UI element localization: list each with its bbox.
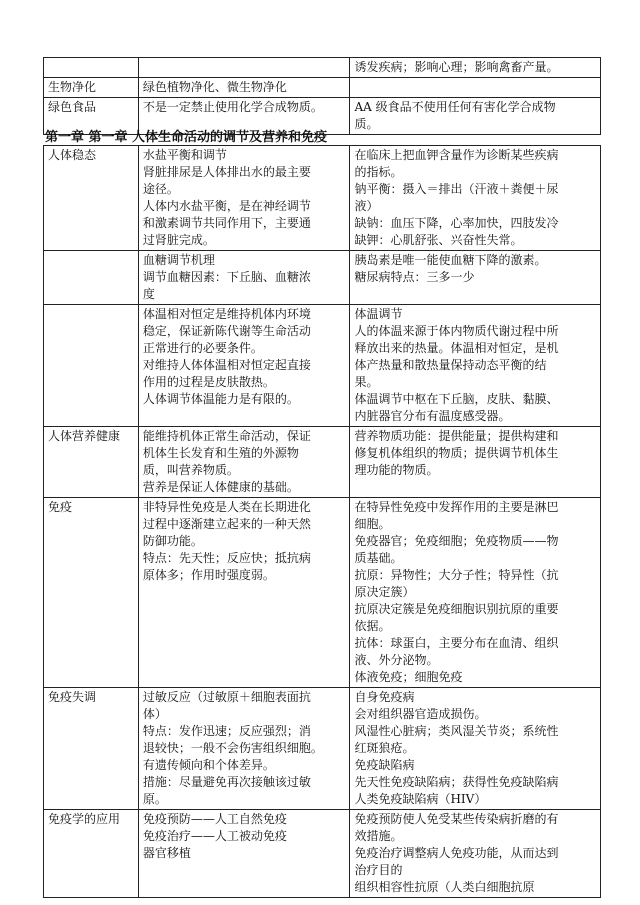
cell-line: 退较快；一般不会伤害组织细胞。	[142, 741, 323, 755]
cell-c1: 人体营养健康	[44, 427, 139, 498]
main-table-row	[44, 305, 601, 427]
main-table-row	[44, 688, 601, 810]
main-table-row	[44, 251, 601, 305]
cell-line: 果。	[354, 375, 379, 389]
cell-c2	[138, 305, 350, 427]
cell-line: 红斑狼疮。	[354, 741, 415, 755]
cell-line: 肾脏排尿是人体排出水的最主要	[142, 165, 311, 179]
top-table-row	[44, 58, 601, 78]
cell-line: 胰岛素是唯一能使血糖下降的激素。	[354, 253, 547, 267]
cell-line: 过程中逐渐建立起来的一种天然	[142, 517, 311, 531]
cell-line: 免疫预防——人工自然免疫	[142, 812, 287, 826]
cell-line: 的指标。	[354, 165, 403, 179]
cell-line: 效措施。	[354, 829, 403, 843]
cell-line: 液）	[354, 199, 379, 213]
cell-line: 体液免疫；细胞免疫	[354, 670, 463, 684]
main-table-row	[44, 810, 601, 898]
cell-line: 抗原：异物性；大分子性；特异性（抗	[354, 568, 559, 582]
cell-line: 途径。	[142, 182, 179, 196]
cell-c1	[44, 251, 139, 305]
cell-c3	[350, 146, 601, 251]
cell-c3	[350, 427, 601, 498]
cell-line: 特点：发作迅速；反应强烈；消	[142, 724, 311, 738]
cell-line: 质基础。	[354, 551, 403, 565]
cell-line: 人体内水盐平衡，是在神经调节	[142, 199, 311, 213]
cell-line: 免疫治疗调整病人免疫功能，从而达到	[354, 846, 559, 860]
cell-line: 体温相对恒定是维持机体内环境	[142, 307, 311, 321]
cell-c3	[350, 688, 601, 810]
cell-line: 过敏反应（过敏原＋细胞表面抗	[142, 690, 311, 704]
cell-line: 缺钠：血压下降，心率加快，四肢发冷	[354, 216, 559, 230]
cell-line: 体温调节	[354, 307, 403, 321]
top-table-row	[44, 78, 601, 98]
cell-line: 钠平衡：摄入＝排出（汗液＋粪便＋尿	[354, 182, 559, 196]
cell-c3	[350, 98, 601, 135]
cell-line: 质。	[354, 117, 379, 131]
cell-c1: 免疫失调	[44, 688, 139, 810]
cell-line: 非特异性免疫是人类在长期进化	[142, 500, 311, 514]
cell-c1	[44, 305, 139, 427]
cell-line: 内脏器官分布有温度感受器。	[354, 409, 511, 423]
cell-line: 体温调节中枢在下丘脑，皮肤、黏膜、	[354, 392, 559, 406]
cell-line: 风湿性心脏病；类风湿关节炎；系统性	[354, 724, 559, 738]
cell-line: 对维持人体体温相对恒定起直接	[142, 358, 311, 372]
cell-line: 缺钾：心肌舒张、兴奋性失常。	[354, 233, 523, 247]
cell-line: 依据。	[354, 619, 391, 633]
cell-line: 器官移植	[142, 846, 191, 860]
cell-line: 会对组织器官造成损伤。	[354, 707, 487, 721]
cell-line: 诱发疾病；影响心理；影响禽畜产量。	[354, 60, 559, 74]
cell-c3	[350, 58, 601, 78]
cell-line: 糖尿病特点：三多一少	[354, 270, 475, 284]
cell-c3	[350, 810, 601, 898]
cell-line: 抗原决定簇是免疫细胞识别抗原的重要	[354, 602, 559, 616]
cell-line: 特点：先天性；反应快；抵抗病	[142, 551, 311, 565]
cell-line: 有遗传倾向和个体差异。	[142, 758, 275, 772]
cell-line: 措施：尽量避免再次接触该过敏	[142, 775, 311, 789]
cell-c2	[138, 146, 350, 251]
cell-line: 质，叫营养物质。	[142, 463, 239, 477]
cell-line: AA 级食品不使用任何有害化学合成物	[354, 100, 556, 114]
chapter-title: 第一章 第一章 人体生命活动的调节及营养和免疫	[45, 130, 328, 145]
cell-c1: 免疫学的应用	[44, 810, 139, 898]
cell-c2	[138, 58, 350, 78]
cell-line: 稳定，保证新陈代谢等生命活动	[142, 324, 311, 338]
main-table-row	[44, 498, 601, 688]
cell-line: 机体生长发育和生殖的外源物	[142, 446, 299, 460]
cell-c3	[350, 78, 601, 98]
top-table	[43, 57, 601, 135]
cell-c1: 人体稳态	[44, 146, 139, 251]
cell-line: 免疫器官；免疫细胞；免疫物质——物	[354, 534, 559, 548]
cell-line: 人的体温来源于体内物质代谢过程中所	[354, 324, 559, 338]
cell-c1	[44, 58, 139, 78]
cell-line: 绿色植物净化、微生物净化	[142, 80, 287, 94]
cell-line: 度	[142, 287, 155, 301]
cell-line: 原决定簇）	[354, 585, 415, 599]
cell-line: 修复机体组织的物质；提供调节机体生	[354, 446, 559, 460]
cell-line: 自身免疫病	[354, 690, 415, 704]
cell-c2	[138, 688, 350, 810]
main-table-row	[44, 427, 601, 498]
cell-line: 体产热量和散热量保持动态平衡的结	[354, 358, 547, 372]
cell-line: 人体调节体温能力是有限的。	[142, 392, 299, 406]
top-table-body	[44, 58, 601, 135]
cell-c3	[350, 305, 601, 427]
cell-line: 调节血糖因素：下丘脑、血糖浓	[142, 270, 311, 284]
cell-line: 能维持机体正常生命活动，保证	[142, 429, 311, 443]
cell-line: 原体多；作用时强度弱。	[142, 568, 275, 582]
cell-c2	[138, 251, 350, 305]
cell-c1: 生物净化	[44, 78, 139, 98]
cell-line: 组织相容性抗原（人类白细胞抗原	[354, 880, 535, 894]
cell-line: 和激素调节共同作用下，主要通	[142, 216, 311, 230]
cell-line: 体）	[142, 707, 167, 721]
cell-line: 先天性免疫缺陷病；获得性免疫缺陷病	[354, 775, 559, 789]
cell-c1: 免疫	[44, 498, 139, 688]
cell-line: 理功能的物质。	[354, 463, 439, 477]
cell-line: 人类免疫缺陷病（HIV）	[354, 792, 487, 806]
main-table-body	[44, 146, 601, 898]
main-table	[43, 145, 601, 898]
cell-line: 正常进行的必要条件。	[142, 341, 263, 355]
cell-line: 免疫预防使人免受某些传染病折磨的有	[354, 812, 559, 826]
cell-c2	[138, 427, 350, 498]
cell-c3	[350, 498, 601, 688]
cell-line: 防御功能。	[142, 534, 203, 548]
cell-line: 免疫缺陷病	[354, 758, 415, 772]
cell-line: 营养是保证人体健康的基础。	[142, 480, 299, 494]
cell-line: 释放出来的热量。体温相对恒定，是机	[354, 341, 559, 355]
cell-line: 治疗目的	[354, 863, 403, 877]
cell-line: 不是一定禁止使用化学合成物质。	[142, 100, 323, 114]
cell-line	[354, 79, 596, 96]
cell-c2	[138, 78, 350, 98]
cell-line: 作用的过程是皮肤散热。	[142, 375, 275, 389]
main-table-row	[44, 146, 601, 251]
cell-line: 在临床上把血钾含量作为诊断某些疾病	[354, 148, 559, 162]
cell-line: 在特异性免疫中发挥作用的主要是淋巴	[354, 500, 559, 514]
cell-c1: 绿色食品	[44, 98, 139, 135]
cell-c3	[350, 251, 601, 305]
cell-line: 水盐平衡和调节	[142, 148, 227, 162]
cell-line: 原。	[142, 792, 167, 806]
cell-line: 过肾脏完成。	[142, 233, 215, 247]
cell-line: 免疫治疗——人工被动免疫	[142, 829, 287, 843]
cell-line: 抗体：球蛋白，主要分布在血清、组织	[354, 636, 559, 650]
cell-line: 血糖调节机理	[142, 253, 215, 267]
cell-c2	[138, 810, 350, 898]
cell-line: 细胞。	[354, 517, 391, 531]
cell-line: 液、外分泌物。	[354, 653, 439, 667]
cell-c2	[138, 498, 350, 688]
cell-line: 营养物质功能：提供能量；提供构建和	[354, 429, 559, 443]
